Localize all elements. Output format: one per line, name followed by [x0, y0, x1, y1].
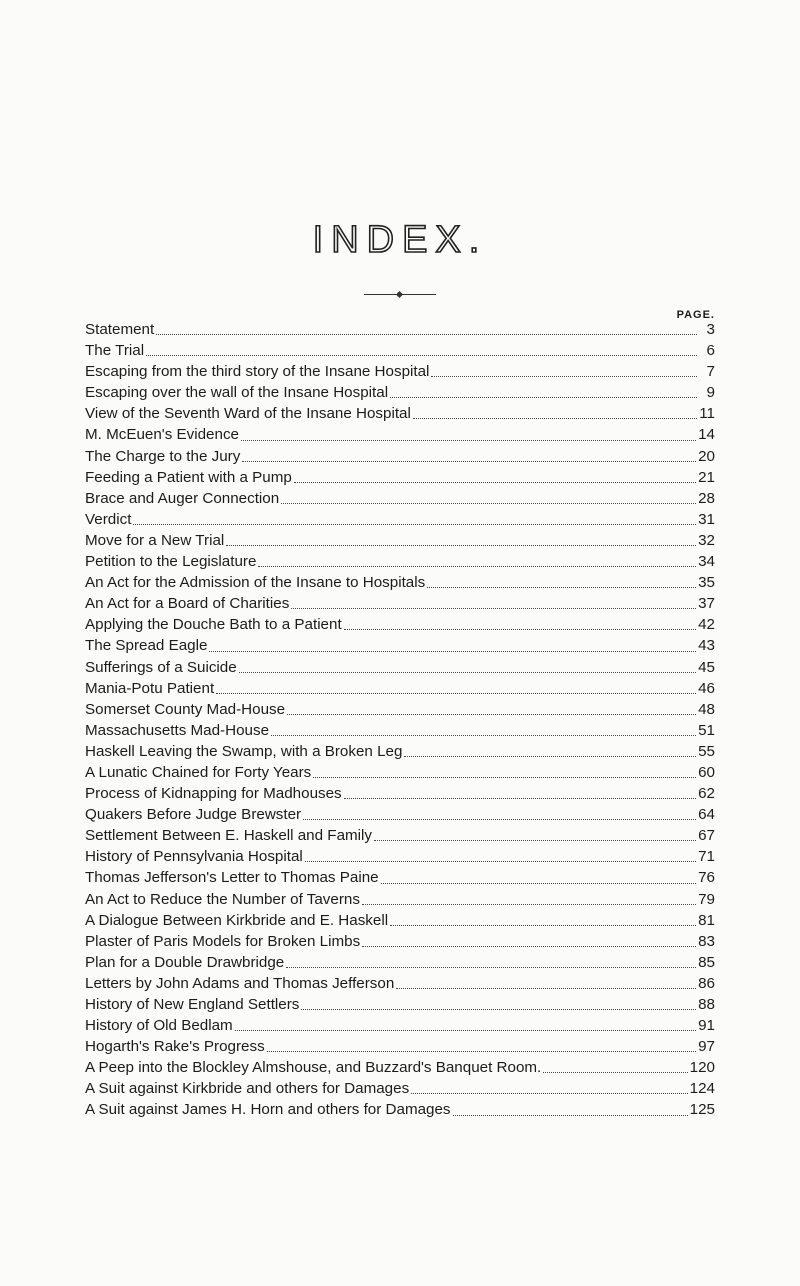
dot-leader: [242, 461, 696, 462]
entry-title: History of Old Bedlam: [85, 1017, 233, 1035]
entry-page-number: 86: [698, 974, 715, 992]
page-column-label: PAGE.: [676, 309, 715, 321]
dot-leader: [156, 334, 697, 335]
entry-title: An Act for a Board of Charities: [85, 595, 290, 613]
index-entry: [85, 657, 715, 678]
index-entry: [85, 720, 715, 741]
entry-page-number: 32: [698, 531, 715, 549]
dot-leader: [453, 1115, 688, 1116]
dot-leader: [362, 946, 696, 947]
page-title: INDEX.: [312, 219, 488, 261]
dot-leader: [226, 545, 696, 546]
entry-title: A Suit against James H. Horn and others for Damages: [85, 1101, 451, 1119]
index-entry: [85, 403, 715, 424]
index-entry: [85, 678, 715, 699]
entry-page-number: 125: [689, 1101, 715, 1119]
entry-title: The Spread Eagle: [85, 637, 208, 655]
index-entry: [85, 424, 715, 445]
entry-page-number: 9: [706, 384, 715, 402]
index-entry: [85, 910, 715, 931]
entry-title: A Dialogue Between Kirkbride and E. Haskell: [85, 911, 389, 929]
dot-leader: [303, 819, 696, 820]
dot-leader: [133, 524, 696, 525]
dot-leader: [362, 904, 696, 905]
entry-title: Mania-Potu Patient: [85, 679, 215, 697]
index-entry: [85, 1015, 715, 1036]
entry-page-number: 91: [698, 1017, 715, 1035]
entry-title: Thomas Jefferson's Letter to Thomas Paine: [85, 869, 379, 887]
dot-leader: [239, 672, 696, 673]
index-entry: [85, 973, 715, 994]
dot-leader: [404, 756, 696, 757]
dot-leader: [543, 1072, 687, 1073]
index-entry: [85, 467, 715, 488]
entry-page-number: 64: [698, 806, 715, 824]
entry-title: Settlement Between E. Haskell and Family: [85, 827, 373, 845]
entry-page-number: 6: [706, 342, 715, 360]
entry-title: History of New England Settlers: [85, 996, 300, 1013]
dot-leader: [291, 608, 696, 609]
entry-page-number: 31: [698, 510, 715, 528]
entry-page-number: 97: [698, 1038, 715, 1056]
entry-page-number: 55: [698, 742, 715, 760]
entry-page-number: 11: [699, 405, 715, 423]
entry-page-number: 79: [698, 890, 715, 908]
dot-leader: [271, 735, 696, 736]
dot-leader: [281, 503, 696, 504]
entry-title: Process of Kidnapping for Madhouses: [85, 785, 342, 803]
entry-title: Somerset County Mad-House: [85, 700, 286, 718]
entry-page-number: 67: [698, 827, 715, 845]
index-entry: [85, 446, 715, 467]
entry-page-number: 14: [698, 426, 715, 444]
entry-page-number: 3: [706, 321, 715, 338]
dot-leader: [344, 798, 696, 799]
entry-title: History of Pennsylvania Hospital: [85, 848, 303, 866]
entry-page-number: 60: [698, 763, 715, 781]
index-entry: [85, 361, 715, 382]
index-entry: [85, 867, 715, 888]
entry-page-number: 76: [698, 869, 715, 887]
index-entry: [85, 319, 715, 340]
dot-leader: [287, 714, 696, 715]
index-entry: [85, 1057, 715, 1078]
entry-title: The Trial: [85, 342, 145, 360]
entry-title: Petition to the Legislature: [85, 553, 257, 571]
index-entry: [85, 804, 715, 825]
entry-page-number: 81: [698, 911, 715, 929]
dot-leader: [427, 587, 696, 588]
entry-title: Applying the Douche Bath to a Patient: [85, 616, 342, 634]
entry-title: M. McEuen's Evidence: [85, 426, 239, 444]
index-entry: [85, 889, 715, 910]
entry-title: An Act to Reduce the Number of Taverns: [85, 890, 360, 908]
entry-title: A Lunatic Chained for Forty Years: [85, 763, 312, 781]
dot-leader: [258, 566, 696, 567]
dot-leader: [209, 651, 696, 652]
index-entry: [85, 699, 715, 720]
index-entry: [85, 931, 715, 952]
index-entry: [85, 846, 715, 867]
entry-page-number: 45: [698, 658, 715, 676]
dot-leader: [413, 418, 697, 419]
entry-title: Plan for a Double Drawbridge: [85, 953, 285, 971]
entry-page-number: 71: [698, 848, 715, 866]
entry-title: A Peep into the Blockley Almshouse, and Buzzard's Banquet Room.: [85, 1059, 542, 1077]
dot-leader: [235, 1030, 696, 1031]
entry-title: Move for a New Trial: [85, 531, 225, 549]
entry-page-number: 20: [698, 447, 715, 465]
entry-page-number: 34: [698, 553, 715, 571]
entry-title: Sufferings of a Suicide: [85, 658, 237, 676]
entry-page-number: 35: [698, 574, 715, 592]
entry-title: Feeding a Patient with a Pump: [85, 468, 292, 486]
entry-title: Letters by John Adams and Thomas Jefferson: [85, 974, 395, 992]
entry-title: Verdict: [85, 510, 132, 528]
entry-title: Quakers Before Judge Brewster: [85, 806, 302, 824]
dot-leader: [294, 482, 696, 483]
entry-title: Escaping from the third story of the Insane Hospital: [85, 363, 430, 381]
dot-leader: [390, 925, 696, 926]
index-entry: [85, 741, 715, 762]
entry-title: A Suit against Kirkbride and others for Damages: [85, 1080, 410, 1098]
entry-page-number: 124: [689, 1080, 715, 1098]
index-entry: [85, 551, 715, 572]
dot-leader: [396, 988, 696, 989]
entry-title: Brace and Auger Connection: [85, 489, 280, 507]
dot-leader: [344, 629, 696, 630]
index-entry: [85, 382, 715, 403]
index-entry: [85, 825, 715, 846]
entry-page-number: 83: [698, 932, 715, 950]
entry-page-number: 42: [698, 616, 715, 634]
entry-page-number: 7: [706, 363, 715, 381]
index-entry: [85, 1078, 715, 1099]
dot-leader: [286, 967, 696, 968]
index-entry: [85, 593, 715, 614]
entry-page-number: 46: [698, 679, 715, 697]
dot-leader: [381, 883, 697, 884]
index-entry: [85, 340, 715, 361]
entry-page-number: 85: [698, 953, 715, 971]
index-entry: [85, 994, 715, 1015]
ornamental-divider: [364, 294, 436, 295]
dot-leader: [301, 1009, 696, 1010]
entry-page-number: 43: [698, 637, 715, 655]
entry-page-number: 88: [698, 996, 715, 1013]
index-list: [85, 319, 715, 1121]
index-entry: [85, 1036, 715, 1057]
dot-leader: [374, 840, 696, 841]
index-entry: [85, 635, 715, 656]
index-entry: [85, 509, 715, 530]
entry-title: Massachusetts Mad-House: [85, 721, 270, 739]
dot-leader: [267, 1051, 696, 1052]
dot-leader: [411, 1093, 687, 1094]
entry-title: View of the Seventh Ward of the Insane Hospital: [85, 405, 411, 423]
index-entry: [85, 783, 715, 804]
dot-leader: [241, 440, 696, 441]
entry-page-number: 120: [689, 1059, 715, 1077]
entry-title: Haskell Leaving the Swamp, with a Broken Leg: [85, 742, 403, 760]
dot-leader: [431, 376, 697, 377]
index-entry: [85, 488, 715, 509]
index-entry: [85, 1099, 715, 1120]
entry-title: The Charge to the Jury: [85, 447, 241, 465]
entry-title: Escaping over the wall of the Insane Hospital: [85, 384, 389, 402]
entry-title: Hogarth's Rake's Progress: [85, 1038, 265, 1056]
index-entry: [85, 952, 715, 973]
index-entry: [85, 530, 715, 551]
entry-page-number: 21: [698, 468, 715, 486]
index-entry: [85, 614, 715, 635]
entry-title: An Act for the Admission of the Insane to Hospitals: [85, 574, 426, 592]
entry-title: Statement: [85, 321, 155, 338]
diamond-ornament-icon: [396, 291, 403, 298]
entry-page-number: 51: [698, 721, 715, 739]
dot-leader: [390, 397, 697, 398]
index-entry: [85, 572, 715, 593]
dot-leader: [146, 355, 697, 356]
dot-leader: [305, 861, 696, 862]
entry-title: Plaster of Paris Models for Broken Limbs: [85, 932, 361, 950]
entry-page-number: 62: [698, 785, 715, 803]
dot-leader: [216, 693, 696, 694]
entry-page-number: 48: [698, 700, 715, 718]
entry-page-number: 28: [698, 489, 715, 507]
dot-leader: [313, 777, 696, 778]
entry-page-number: 37: [698, 595, 715, 613]
index-entry: [85, 762, 715, 783]
